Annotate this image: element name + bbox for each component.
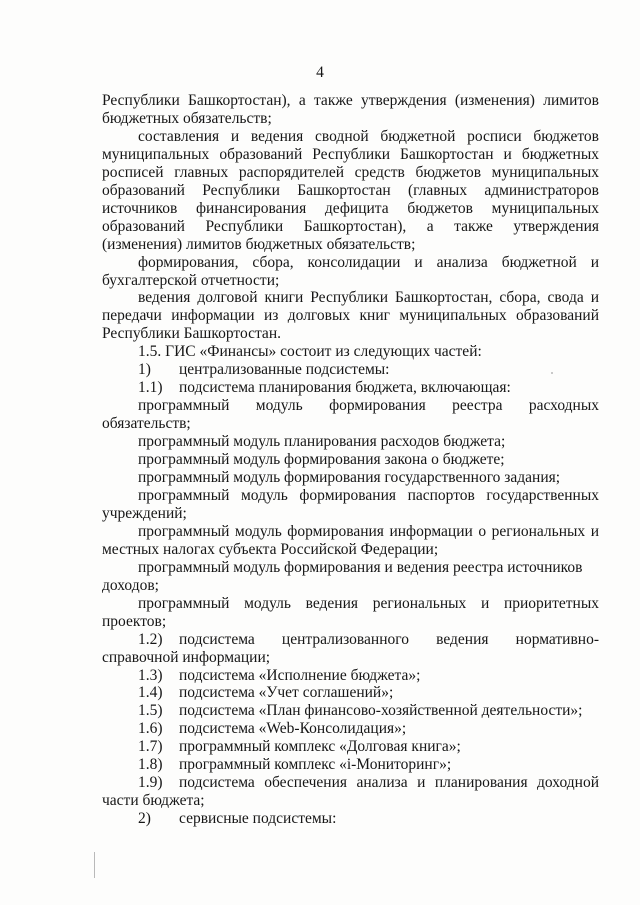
numbered-paragraph	[102, 702, 599, 720]
numbered-paragraph	[102, 361, 599, 379]
item-number: 1.8)	[138, 756, 163, 774]
numbered-paragraph	[102, 684, 599, 702]
item-number: 2)	[138, 810, 151, 828]
numbered-paragraph	[102, 756, 599, 774]
paragraph-text: программный модуль формирования закона о бюджете;	[138, 451, 505, 469]
numbered-paragraph	[102, 810, 599, 828]
scan-artifact	[551, 372, 553, 374]
item-number: 1.5)	[138, 702, 163, 720]
paragraph	[102, 595, 599, 631]
document-body	[102, 92, 599, 828]
numbered-paragraph	[102, 379, 599, 397]
paragraph-text: программный модуль формирования и ведения реестра источников доходов;	[102, 558, 583, 594]
paragraph-text: программный комплекс «Долговая книга»;	[179, 738, 461, 756]
paragraph-text: программный комплекс «i-Мониторинг»;	[179, 756, 452, 774]
paragraph-text: формирования, сбора, консолидации и анализа бюджетной и бухгалтерской отчетности;	[102, 253, 599, 289]
numbered-paragraph	[102, 738, 599, 756]
paragraph-text: сервисные подсистемы:	[179, 810, 337, 828]
paragraph	[102, 469, 599, 487]
paragraph	[102, 289, 599, 343]
paragraph-text: ведения долговой книги Республики Башкортостан, сбора, свода и передачи информации из долговых книг муниципальных образований Республики Башкортостан.	[102, 289, 599, 343]
paragraph-text: программный модуль ведения региональных и приоритетных проектов;	[102, 594, 599, 630]
paragraph-text: централизованные подсистемы:	[179, 361, 390, 379]
paragraph-text: подсистема централизованного ведения нормативно-справочной информации;	[102, 630, 599, 666]
paragraph	[102, 523, 599, 559]
paragraph-text: программный модуль формирования реестра расходных обязательств;	[102, 397, 599, 433]
paragraph	[102, 92, 599, 128]
numbered-paragraph	[102, 667, 599, 685]
item-number: 1.2)	[138, 630, 163, 648]
scan-artifact	[94, 852, 95, 878]
paragraph-text: подсистема «Учет соглашений»;	[179, 684, 394, 702]
paragraph-text: подсистема «Web-Консолидация»;	[179, 720, 407, 738]
paragraph-text: программный модуль планирования расходов бюджета;	[138, 433, 506, 451]
numbered-paragraph	[102, 720, 599, 738]
paragraph-text: подсистема обеспечения анализа и планирования доходной части бюджета;	[102, 774, 599, 810]
paragraph-text: Республики Башкортостан), а также утверждения (изменения) лимитов бюджетных обязательств;	[102, 92, 599, 127]
item-number: 1.9)	[138, 774, 163, 792]
paragraph	[102, 451, 599, 469]
paragraph	[102, 559, 599, 595]
numbered-paragraph	[102, 631, 599, 667]
paragraph-text: программный модуль формирования информации о региональных и местных налогах субъекта Российской Федерации;	[102, 522, 599, 558]
item-number: 1.3)	[138, 666, 163, 684]
paragraph-text: подсистема планирования бюджета, включающая:	[179, 379, 511, 397]
paragraph-text: подсистема «Исполнение бюджета»;	[179, 666, 421, 684]
paragraph	[102, 254, 599, 290]
page-number: 4	[316, 64, 324, 81]
paragraph	[102, 487, 599, 523]
paragraph-text: подсистема «План финансово-хозяйственной деятельности»;	[179, 702, 583, 720]
item-number: 1.6)	[138, 720, 163, 738]
paragraph-text: 1.5. ГИС «Финансы» состоит из следующих частей:	[138, 343, 482, 361]
item-number: 1)	[138, 361, 151, 379]
paragraph	[102, 433, 599, 451]
item-number: 1.7)	[138, 738, 163, 756]
paragraph	[102, 397, 599, 433]
item-number: 1.1)	[138, 379, 163, 397]
paragraph-text: составления и ведения сводной бюджетной росписи бюджетов муниципальных образований Республики Башкортостан и бюджетных росписей главных распорядителей средств бюджетов муниципальных образований Республики Башкортостан (главных администраторов источников финансирования дефицита бюджетов муниципальных образований Республики Башкортостан), а также утверждения (изменения) лимитов бюджетных обязательств;	[102, 127, 599, 253]
paragraph-text: программный модуль формирования государственного задания;	[138, 469, 561, 487]
paragraph-text: программный модуль формирования паспортов государственных учреждений;	[102, 486, 599, 522]
paragraph	[102, 343, 599, 361]
numbered-paragraph	[102, 774, 599, 810]
item-number: 1.4)	[138, 684, 163, 702]
paragraph	[102, 128, 599, 254]
